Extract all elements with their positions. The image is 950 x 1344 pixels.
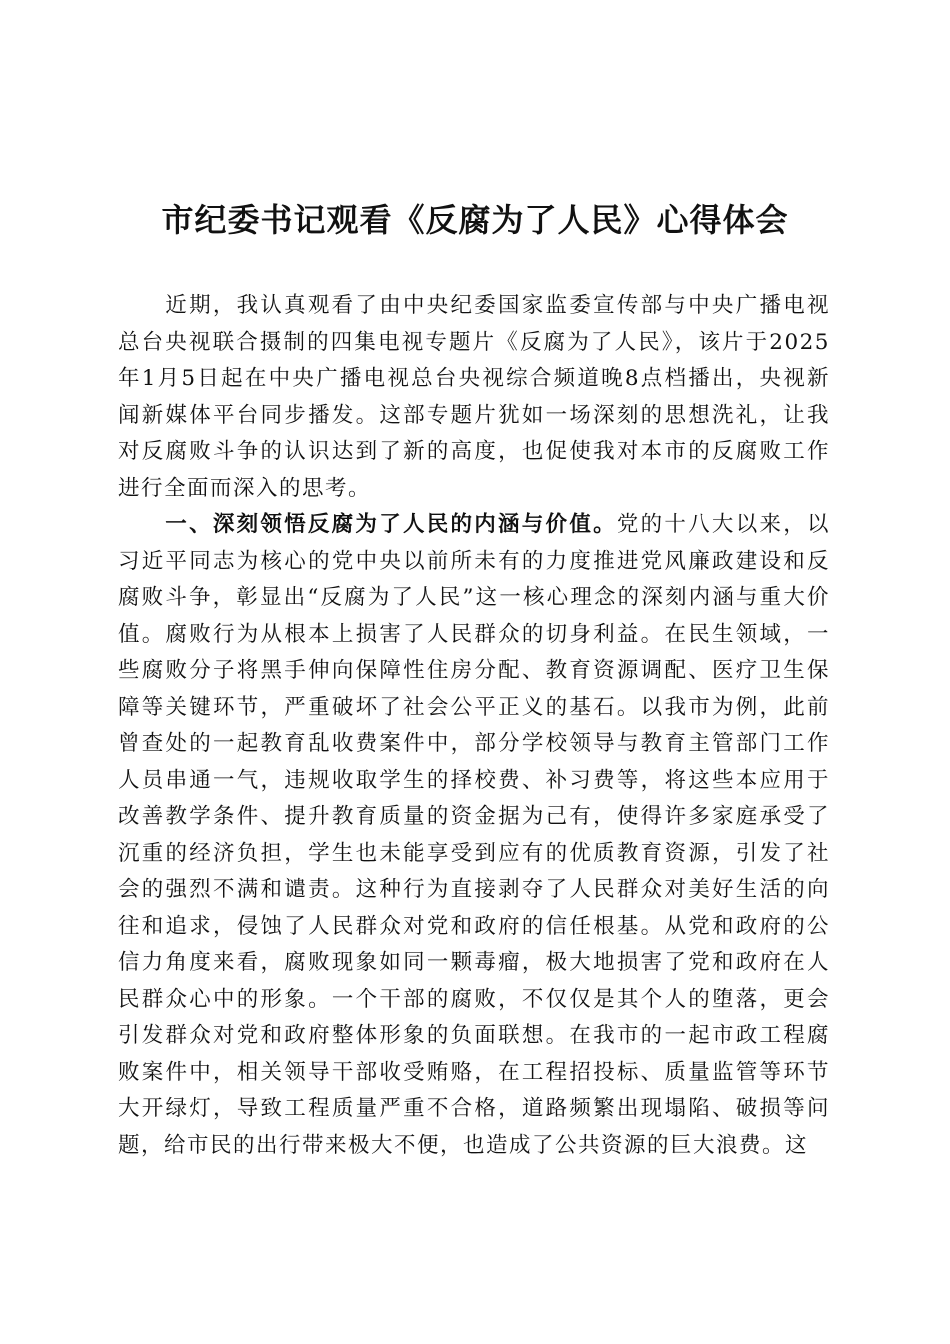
document-body — [118, 288, 830, 1164]
paragraph-intro — [118, 288, 830, 507]
document-title: 市纪委书记观看《反腐为了人民》心得体会 — [161, 201, 789, 239]
section-one-heading: 一、深刻领悟反腐为了人民的内涵与价值。 — [165, 512, 617, 537]
section-one-text: 党的十八大以来，以习近平同志为核心的党中央以前所未有的力度推进党风廉政建设和反腐败斗争，彰显出“反腐为了人民”这一核心理念的深刻内涵与重大价值。腐败行为从根本上损害了人民群众的切身利益。在民生领域，一些腐败分子将黑手伸向保障性住房分配、教育资源调配、医疗卫生保障等关键环节，严重破坏了社会公平正义的基石。以我市为例，此前曾查处的一起教育乱收费案件中，部分学校领导与教育主管部门工作人员串通一气，违规收取学生的择校费、补习费等，将这些本应用于改善教学条件、提升教育质量的资金据为己有，使得许多家庭承受了沉重的经济负担，学生也未能享受到应有的优质教育资源，引发了社会的强烈不满和谴责。这种行为直接剥夺了人民群众对美好生活的向往和追求，侵蚀了人民群众对党和政府的信任根基。从党和政府的公信力角度来看，腐败现象如同一颗毒瘤，极大地损害了党和政府在人民群众心中的形象。一个干部的腐败，不仅仅是其个人的堕落，更会引发群众对党和政府整体形象的负面联想。在我市的一起市政工程腐败案件中，相关领导干部收受贿赂，在工程招投标、质量监管等环节大开绿灯，导致工程质量严重不合格，道路频繁出现塌陷、破损等问题，给市民的出行带来极大不便，也造成了公共资源的巨大浪费。这 — [118, 512, 830, 1158]
paragraph-section-one — [118, 507, 830, 1164]
paragraph-intro-text: 近期，我认真观看了由中央纪委国家监委宣传部与中央广播电视总台央视联合摄制的四集电视专题片《反腐为了人民》，该片于2025年1月5日起在中央广播电视总台央视综合频道晚8点档播出，央视新闻新媒体平台同步播发。这部专题片犹如一场深刻的思想洗礼，让我对反腐败斗争的认识达到了新的高度，也促使我对本市的反腐败工作进行全面而深入的思考。 — [118, 293, 830, 501]
